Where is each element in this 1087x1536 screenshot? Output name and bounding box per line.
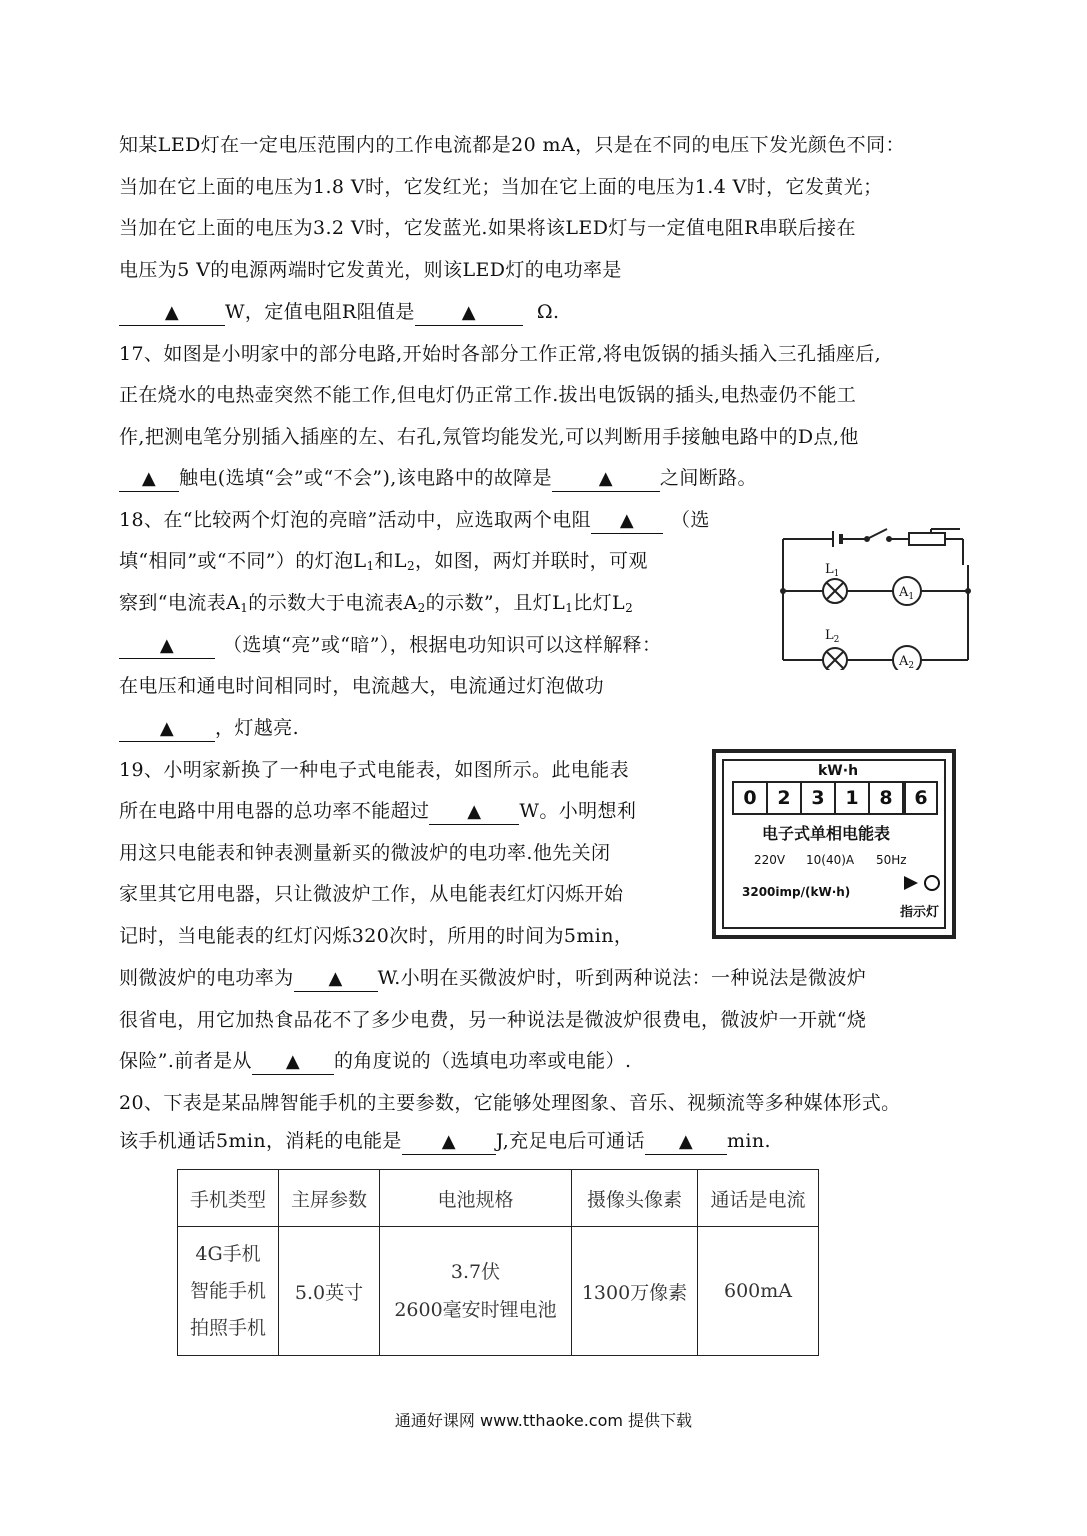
- type-line: 拍照手机: [189, 1316, 266, 1339]
- triangle-icon: ▲: [619, 510, 635, 531]
- q16-line-1: 知某LED灯在一定电压范围内的工作电流都是20 mA，只是在不同的电压下发光颜色不同：: [119, 134, 905, 156]
- junction: [780, 588, 786, 594]
- q16-line-2: 当加在它上面的电压为1.8 V时，它发红光；当加在它上面的电压为1.4 V时，它发黄光；: [119, 176, 883, 198]
- switch-blade: [867, 529, 887, 539]
- triangle-icon: ▲: [328, 968, 343, 989]
- q18-text: 的示数”，且灯L: [425, 592, 566, 614]
- subscript: 1: [565, 601, 574, 615]
- q16-text: Ω.: [536, 301, 560, 323]
- meter-digit: 3: [800, 781, 836, 815]
- meter-voltage: 220V: [754, 853, 786, 867]
- meter-digit: 6: [902, 781, 938, 815]
- label-l2: $L_2$: [825, 628, 840, 645]
- answer-blank[interactable]: [119, 301, 225, 326]
- q18-text: 和L: [374, 550, 407, 572]
- q18-text: ，如图，两灯并联时，可观: [415, 550, 648, 572]
- q16-text: W，定值电阻R阻值是: [225, 301, 415, 323]
- q20-text: 该手机通话5min，消耗的电能是: [119, 1130, 402, 1152]
- q18-line-3: [119, 589, 633, 622]
- subscript: 2: [406, 559, 415, 573]
- q17-text: 触电(选填“会”或“不会”),该电路中的故障是: [179, 467, 552, 489]
- q18-line-4: [119, 631, 661, 659]
- table-header-row: [178, 1170, 819, 1227]
- answer-blank[interactable]: [402, 1130, 496, 1155]
- answer-blank[interactable]: [591, 509, 663, 534]
- q20-text: min.: [726, 1130, 771, 1152]
- q18-text: 填“相同”或“不同”）的灯泡L: [119, 550, 367, 572]
- indicator-label: 指示灯: [900, 905, 940, 920]
- table-cell-type: [178, 1227, 279, 1356]
- q17-line-2: 正在烧水的电热壶突然不能工作,但电灯仍正常工作.拔出电饭锅的插头,电热壶仍不能工: [119, 384, 857, 406]
- q19-line-8: [119, 1047, 631, 1075]
- triangle-icon: ▲: [159, 635, 175, 656]
- table-header: 电池规格: [380, 1170, 572, 1227]
- answer-blank[interactable]: [645, 1130, 727, 1155]
- q18-text: ，灯越亮.: [215, 717, 300, 739]
- meter-frequency: 50Hz: [876, 853, 907, 867]
- answer-blank[interactable]: [294, 967, 378, 992]
- table-header: 摄像头像素: [572, 1170, 698, 1227]
- q18-text: （选: [671, 509, 710, 531]
- q20-line-2: [119, 1127, 771, 1155]
- meter-name: 电子式单相电能表: [762, 824, 891, 843]
- q18-text: （选填“亮”或“暗”），根据电功知识可以这样解释：: [223, 634, 662, 656]
- label-a1: $A_1$: [899, 585, 915, 602]
- triangle-icon: ▲: [598, 468, 614, 489]
- triangle-icon: ▲: [141, 468, 157, 489]
- indicator-light-icon: [902, 873, 944, 893]
- meter-digit: 2: [766, 781, 802, 815]
- label-l1: $L_1$: [825, 562, 840, 579]
- q18-text: 察到“电流表A: [119, 592, 241, 614]
- q17-line-3: 作,把测电笔分别插入插座的左、右孔,氖管均能发光,可以判断用手接触电路中的D点,他: [119, 426, 859, 448]
- answer-blank[interactable]: [415, 301, 523, 326]
- answer-blank[interactable]: [119, 717, 215, 742]
- table-header: 手机类型: [178, 1170, 279, 1227]
- subscript: 1: [366, 559, 375, 573]
- answer-blank[interactable]: [252, 1050, 334, 1075]
- meter-digit: 1: [834, 781, 870, 815]
- meter-digit: 0: [732, 781, 768, 815]
- table-cell-camera: 1300万像素: [572, 1227, 698, 1356]
- table-cell-battery: [380, 1227, 572, 1356]
- triangle-icon: ▲: [441, 1131, 456, 1152]
- meter-impulse: 3200imp/(kW·h): [742, 885, 851, 899]
- rheostat: [909, 533, 945, 545]
- q19-line-7: 很省电，用它加热食品花不了多少电费，另一种说法是微波炉很费电，微波炉一开就“烧: [119, 1009, 867, 1031]
- label-a2: $A_2$: [899, 654, 915, 670]
- q16-line-3: 当加在它上面的电压为3.2 V时，它发蓝光.如果将该LED灯与一定值电阻R串联后接在: [119, 217, 856, 239]
- meter-unit: kW·h: [818, 763, 859, 779]
- page-footer: 通通好课网 www.tthaoke.com 提供下载: [394, 1411, 693, 1430]
- type-line: 智能手机: [189, 1279, 266, 1302]
- meter-current: 10(40)A: [806, 853, 855, 867]
- battery-line: 3.7伏: [450, 1261, 501, 1283]
- q19-line-5: 记时，当电能表的红灯闪烁320次时，所用的时间为5min，: [119, 925, 634, 947]
- q19-line-6: [119, 964, 866, 992]
- q17-line-4: [119, 464, 757, 492]
- q18-text: 的示数大于电流表A: [248, 592, 418, 614]
- junction: [965, 588, 971, 594]
- q19-text: W.小明在买微波炉时，听到两种说法：一种说法是微波炉: [377, 967, 867, 989]
- q18-text: 18、在“比较两个灯泡的亮暗”活动中，应选取两个电阻: [119, 509, 592, 531]
- table-cell-screen: 5.0英寸: [279, 1227, 380, 1356]
- q16-line-5: [119, 298, 559, 326]
- q18-line-1: [119, 506, 710, 534]
- q20-line-1: 20、下表是某品牌智能手机的主要参数，它能够处理图象、音乐、视频流等多种媒体形式。: [119, 1092, 901, 1114]
- q19-line-3: 用这只电能表和钟表测量新买的微波炉的电功率.他先关闭: [119, 842, 611, 864]
- q19-line-1: 19、小明家新换了一种电子式电能表，如图所示。此电能表: [119, 759, 629, 781]
- triangle-icon: ▲: [159, 718, 175, 739]
- subscript: 1: [240, 601, 249, 615]
- table-header: 通话是电流: [698, 1170, 819, 1227]
- q17-line-1: 17、如图是小明家中的部分电路,开始时各部分工作正常,将电饭锅的插头插入三孔插座后,: [119, 343, 882, 365]
- table-row: [178, 1227, 819, 1356]
- q19-text: 的角度说的（选填电功率或电能）.: [333, 1050, 632, 1072]
- triangle-icon: ▲: [164, 302, 180, 323]
- q19-line-2: [119, 797, 636, 825]
- q18-text: 比灯L: [573, 592, 626, 614]
- q19-line-4: 家里其它用电器，只让微波炉工作，从电能表红灯闪烁开始: [119, 883, 624, 905]
- type-line: 4G手机: [195, 1242, 261, 1265]
- table-header: 主屏参数: [279, 1170, 380, 1227]
- meter-digit-row: [732, 781, 936, 815]
- subscript: 2: [625, 601, 634, 615]
- battery-line: 2600毫安时锂电池: [394, 1299, 557, 1321]
- triangle-icon: ▲: [467, 801, 482, 822]
- answer-blank[interactable]: [119, 634, 215, 659]
- subscript: 2: [417, 601, 426, 615]
- q19-text: 保险”.前者是从: [119, 1050, 252, 1072]
- answer-blank[interactable]: [119, 467, 179, 492]
- q16-line-4: 电压为5 V的电源两端时它发黄光，则该LED灯的电功率是: [119, 259, 622, 281]
- triangle-icon: ▲: [678, 1131, 694, 1152]
- q19-text: W。小明想利: [519, 800, 637, 822]
- meter-panel: [722, 759, 946, 929]
- q18-line-2: [119, 547, 648, 580]
- answer-blank[interactable]: [429, 800, 519, 825]
- triangle-icon: ▲: [461, 302, 476, 323]
- parallel-circuit-diagram: [775, 525, 975, 670]
- answer-blank[interactable]: [552, 467, 660, 492]
- table-cell-current: 600mA: [698, 1227, 819, 1356]
- phone-spec-table: [177, 1169, 819, 1356]
- q18-line-6: [119, 714, 299, 742]
- q18-line-5: 在电压和通电时间相同时，电流越大，电流通过灯泡做功: [119, 675, 605, 697]
- q17-text: 之间断路。: [659, 467, 757, 489]
- q19-text: 所在电路中用电器的总功率不能超过: [119, 800, 430, 822]
- electric-meter-figure: [712, 749, 956, 939]
- q20-text: J,充足电后可通话: [495, 1130, 645, 1152]
- q19-text: 则微波炉的电功率为: [119, 967, 294, 989]
- meter-digit: 8: [868, 781, 904, 815]
- triangle-icon: ▲: [285, 1051, 301, 1072]
